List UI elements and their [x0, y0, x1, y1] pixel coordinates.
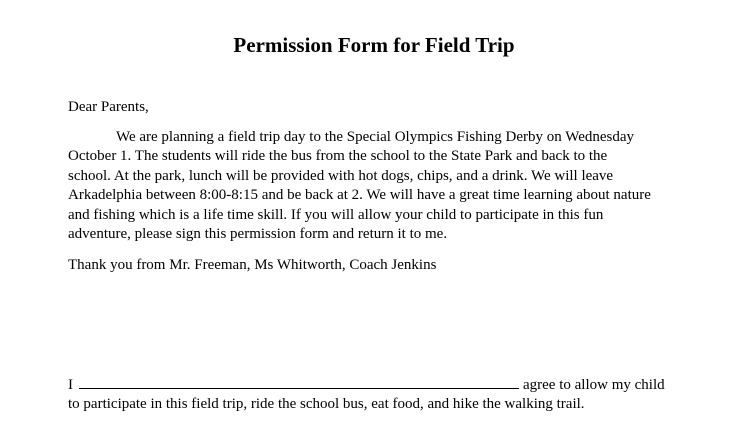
- consent-suffix: agree to allow my child: [523, 377, 665, 393]
- body-line: Arkadelphia between 8:00-8:15 and be back at 2. We will have a great time learning about nature: [68, 187, 651, 204]
- body-line: school. At the park, lunch will be provided with hot dogs, chips, and a drink. We will leave: [68, 167, 614, 184]
- consent-line-1: [68, 375, 708, 395]
- consent-line-2: to participate in this field trip, ride the school bus, eat food, and hike the walking trail.: [68, 396, 585, 413]
- body-line: and fishing which is a life time skill. If you will allow your child to participate in this fun: [68, 206, 604, 223]
- thank-you-line: Thank you from Mr. Freeman, Ms Whitworth, Coach Jenkins: [68, 257, 437, 273]
- body-line: We are planning a field trip day to the Special Olympics Fishing Derby on Wednesday: [116, 129, 635, 145]
- document-title: Permission Form for Field Trip: [233, 33, 515, 57]
- body-paragraph: [68, 128, 708, 244]
- consent-prefix: I: [68, 377, 73, 393]
- greeting: Dear Parents,: [68, 99, 149, 115]
- body-line: adventure, please sign this permission form and return it to me.: [68, 226, 448, 243]
- signature-blank-line: [79, 375, 519, 389]
- consent-section: [68, 375, 708, 415]
- body-line: October 1. The students will ride the bus from the school to the State Park and back to the: [68, 148, 608, 165]
